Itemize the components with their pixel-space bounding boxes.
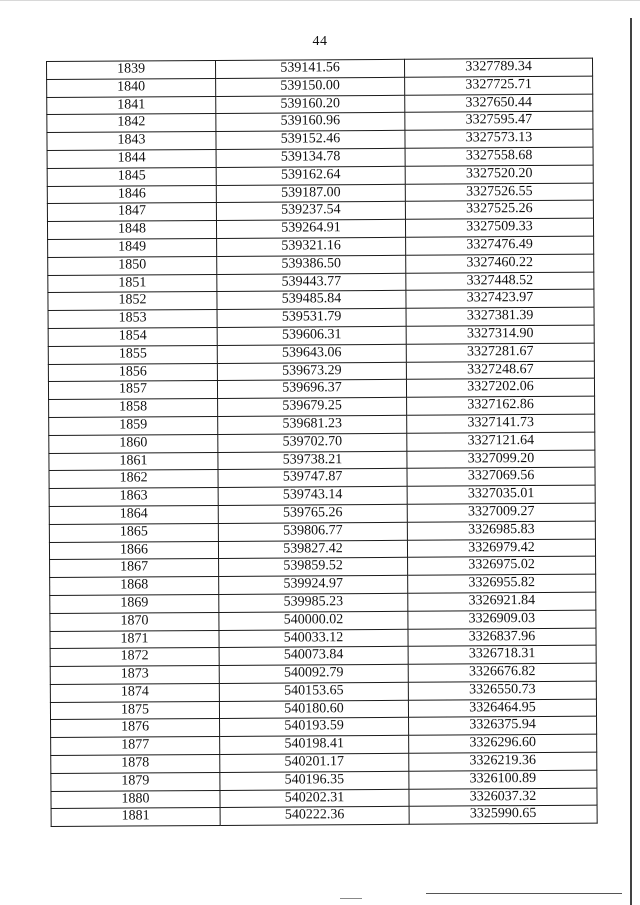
point-number-cell: 1862 [49, 470, 218, 489]
x-coordinate-cell: 540092.79 [219, 664, 408, 683]
x-coordinate-cell: 540198.41 [220, 736, 409, 755]
y-coordinate-cell: 3327573.13 [405, 129, 593, 148]
y-coordinate-cell: 3327525.26 [405, 201, 593, 220]
point-number-cell: 1867 [50, 559, 219, 578]
x-coordinate-cell: 539152.46 [216, 130, 405, 149]
y-coordinate-cell: 3326985.83 [407, 521, 595, 540]
point-number-cell: 1877 [51, 737, 220, 756]
x-coordinate-cell: 539827.42 [218, 540, 407, 559]
y-coordinate-cell: 3327248.67 [406, 361, 594, 380]
x-coordinate-cell: 539237.54 [216, 202, 405, 221]
y-coordinate-cell: 3327121.64 [407, 432, 595, 451]
x-coordinate-cell: 539806.77 [218, 522, 407, 541]
x-coordinate-cell: 539264.91 [216, 219, 405, 238]
point-number-cell: 1840 [47, 78, 216, 97]
point-number-cell: 1849 [48, 238, 217, 257]
x-coordinate-cell: 539141.56 [215, 59, 404, 78]
y-coordinate-cell: 3327725.71 [405, 76, 593, 95]
y-coordinate-cell: 3326909.03 [408, 610, 596, 629]
y-coordinate-cell: 3326837.96 [408, 628, 596, 647]
x-coordinate-cell: 540202.31 [220, 789, 409, 808]
y-coordinate-cell: 3327476.49 [406, 236, 594, 255]
x-coordinate-cell: 539162.64 [216, 166, 405, 185]
x-coordinate-cell: 539859.52 [219, 558, 408, 577]
y-coordinate-cell: 3326718.31 [408, 645, 596, 664]
point-number-cell: 1878 [51, 755, 220, 774]
y-coordinate-cell: 3326979.42 [407, 539, 595, 558]
point-number-cell: 1879 [51, 772, 220, 791]
x-coordinate-cell: 540222.36 [220, 807, 409, 826]
point-number-cell: 1842 [47, 114, 216, 133]
scan-edge-top [0, 0, 640, 1]
y-coordinate-cell: 3327448.52 [406, 272, 594, 291]
x-coordinate-cell: 539321.16 [217, 237, 406, 256]
point-number-cell: 1876 [51, 719, 220, 738]
y-coordinate-cell: 3327558.68 [405, 147, 593, 166]
table-row [51, 806, 597, 827]
x-coordinate-cell: 539681.23 [218, 415, 407, 434]
x-coordinate-cell: 539738.21 [218, 451, 407, 470]
point-number-cell: 1848 [47, 221, 216, 240]
x-coordinate-cell: 539606.31 [217, 326, 406, 345]
point-number-cell: 1860 [49, 434, 218, 453]
x-coordinate-cell: 539134.78 [216, 148, 405, 167]
x-coordinate-cell: 539924.97 [219, 575, 408, 594]
y-coordinate-cell: 3327009.27 [407, 503, 595, 522]
point-number-cell: 1850 [48, 256, 217, 275]
point-number-cell: 1872 [50, 648, 219, 667]
y-coordinate-cell: 3326550.73 [408, 681, 596, 700]
y-coordinate-cell: 3327460.22 [406, 254, 594, 273]
y-coordinate-cell: 3327595.47 [405, 112, 593, 131]
y-coordinate-cell: 3327281.67 [406, 343, 594, 362]
y-coordinate-cell: 3327526.55 [405, 183, 593, 202]
y-coordinate-cell: 3327202.06 [406, 378, 594, 397]
y-coordinate-cell: 3326676.82 [408, 663, 596, 682]
point-number-cell: 1852 [48, 292, 217, 311]
x-coordinate-cell: 539150.00 [216, 77, 405, 96]
point-number-cell: 1868 [50, 577, 219, 596]
y-coordinate-cell: 3327069.56 [407, 467, 595, 486]
point-number-cell: 1859 [49, 416, 218, 435]
point-number-cell: 1871 [50, 630, 219, 649]
x-coordinate-cell: 539386.50 [217, 255, 406, 274]
point-number-cell: 1839 [47, 60, 216, 79]
scan-edge-right [630, 18, 632, 905]
point-number-cell: 1856 [48, 363, 217, 382]
y-coordinate-cell: 3327141.73 [407, 414, 595, 433]
y-coordinate-cell: 3327381.39 [406, 307, 594, 326]
point-number-cell: 1875 [50, 701, 219, 720]
x-coordinate-cell: 539702.70 [218, 433, 407, 452]
point-number-cell: 1854 [48, 327, 217, 346]
point-number-cell: 1857 [48, 381, 217, 400]
x-coordinate-cell: 540196.35 [220, 771, 409, 790]
x-coordinate-cell: 539743.14 [218, 486, 407, 505]
point-number-cell: 1844 [47, 149, 216, 168]
point-number-cell: 1881 [51, 808, 220, 827]
x-coordinate-cell: 539643.06 [217, 344, 406, 363]
point-number-cell: 1874 [50, 683, 219, 702]
y-coordinate-cell: 3327650.44 [405, 94, 593, 113]
y-coordinate-cell: 3327509.33 [405, 218, 593, 237]
y-coordinate-cell: 3326955.82 [408, 574, 596, 593]
y-coordinate-cell: 3326921.84 [408, 592, 596, 611]
point-number-cell: 1866 [49, 541, 218, 560]
point-number-cell: 1843 [47, 132, 216, 151]
footer-rule [426, 893, 622, 894]
x-coordinate-cell: 539485.84 [217, 291, 406, 310]
x-coordinate-cell: 539985.23 [219, 593, 408, 612]
y-coordinate-cell: 3327520.20 [405, 165, 593, 184]
y-coordinate-cell: 3326100.89 [409, 770, 597, 789]
x-coordinate-cell: 539443.77 [217, 273, 406, 292]
point-number-cell: 1873 [50, 666, 219, 685]
x-coordinate-cell: 539765.26 [218, 504, 407, 523]
x-coordinate-cell: 539160.20 [216, 95, 405, 114]
point-number-cell: 1863 [49, 488, 218, 507]
x-coordinate-cell: 539747.87 [218, 469, 407, 488]
point-number-cell: 1861 [49, 452, 218, 471]
point-number-cell: 1858 [49, 399, 218, 418]
y-coordinate-cell: 3326975.02 [408, 556, 596, 575]
y-coordinate-cell: 3326296.60 [409, 734, 597, 753]
point-number-cell: 1870 [50, 612, 219, 631]
y-coordinate-cell: 3326037.32 [409, 788, 597, 807]
y-coordinate-cell: 3327423.97 [406, 290, 594, 309]
x-coordinate-cell: 540180.60 [219, 700, 408, 719]
y-coordinate-cell: 3326464.95 [408, 699, 596, 718]
x-coordinate-cell: 539160.96 [216, 113, 405, 132]
point-number-cell: 1853 [48, 310, 217, 329]
coordinates-table-body [47, 58, 598, 827]
y-coordinate-cell: 3327314.90 [406, 325, 594, 344]
x-coordinate-cell: 540201.17 [220, 753, 409, 772]
footer-mark [340, 898, 362, 899]
point-number-cell: 1864 [49, 505, 218, 524]
x-coordinate-cell: 539696.37 [217, 380, 406, 399]
point-number-cell: 1865 [49, 523, 218, 542]
point-number-cell: 1841 [47, 96, 216, 115]
coordinates-table [46, 58, 598, 828]
point-number-cell: 1880 [51, 790, 220, 809]
x-coordinate-cell: 539187.00 [216, 184, 405, 203]
x-coordinate-cell: 539679.25 [218, 397, 407, 416]
x-coordinate-cell: 539673.29 [217, 362, 406, 381]
y-coordinate-cell: 3326219.36 [409, 752, 597, 771]
y-coordinate-cell: 3326375.94 [409, 717, 597, 736]
point-number-cell: 1869 [50, 594, 219, 613]
page-number: 44 [312, 34, 328, 49]
x-coordinate-cell: 540000.02 [219, 611, 408, 630]
y-coordinate-cell: 3327099.20 [407, 450, 595, 469]
point-number-cell: 1847 [47, 203, 216, 222]
y-coordinate-cell: 3327789.34 [404, 58, 592, 77]
point-number-cell: 1851 [48, 274, 217, 293]
y-coordinate-cell: 3327035.01 [407, 485, 595, 504]
x-coordinate-cell: 540033.12 [219, 629, 408, 648]
x-coordinate-cell: 539531.79 [217, 308, 406, 327]
x-coordinate-cell: 540073.84 [219, 647, 408, 666]
point-number-cell: 1855 [48, 345, 217, 364]
y-coordinate-cell: 3325990.65 [409, 806, 597, 825]
point-number-cell: 1845 [47, 167, 216, 186]
x-coordinate-cell: 540153.65 [219, 682, 408, 701]
x-coordinate-cell: 540193.59 [220, 718, 409, 737]
point-number-cell: 1846 [47, 185, 216, 204]
y-coordinate-cell: 3327162.86 [407, 396, 595, 415]
